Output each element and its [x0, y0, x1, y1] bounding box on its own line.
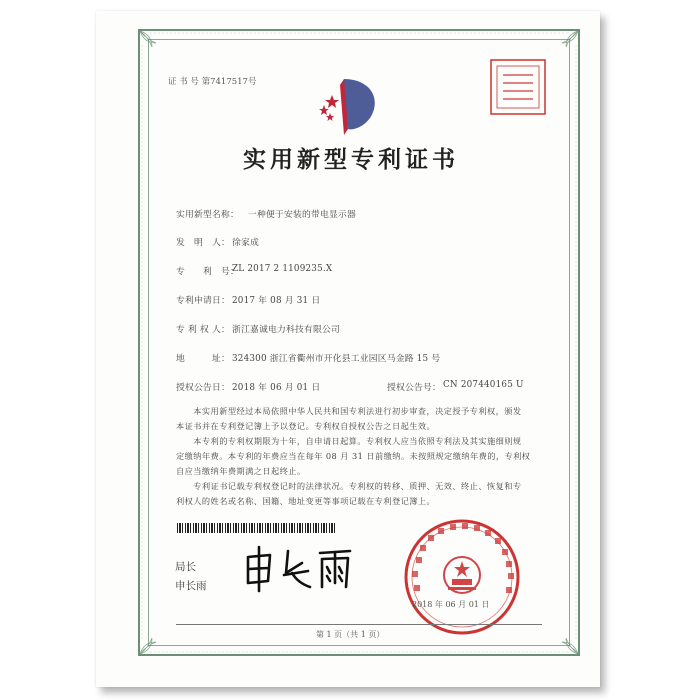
utility-model-name-label: 实用新型名称：	[176, 210, 239, 220]
barcode	[177, 523, 337, 533]
body-line: 本实用新型经过本局依照中华人民共和国专利法进行初步审查，决定授予专利权，颁发	[176, 406, 522, 416]
body-line: 本专利的专利权期限为十年，自申请日起算。专利权人应当依照专利法及其实施细则规	[176, 436, 522, 446]
stamp-date: 2018 年 06 月 01 日	[412, 600, 490, 609]
grant-date-value: 2018 年 06 月 01 日	[232, 383, 321, 393]
body-line: 自应当缴纳年费期满之日起终止。	[176, 466, 306, 476]
footer-divider	[176, 624, 542, 625]
certificate-title: 实用新型专利证书	[243, 146, 459, 173]
handwritten-signature	[238, 543, 356, 595]
filing-date-label: 专利申请日：	[176, 296, 230, 306]
inventor-value: 徐家成	[232, 238, 259, 248]
certificate-number: 证 书 号 第7417517号	[168, 77, 257, 87]
grant-date-label: 授权公告日：	[176, 383, 230, 393]
signature-role: 局长	[175, 561, 196, 573]
patent-office-logo	[314, 71, 382, 139]
body-line: 定缴纳年费。本专利的年费应当在每年 08 月 31 日前缴纳。未按照规定缴纳年费的，专利权	[176, 451, 531, 461]
patentee-label: 专 利 权 人：	[176, 325, 230, 335]
grant-number-value: CN 207440165 U	[443, 380, 524, 390]
inventor-label: 发 明 人：	[176, 238, 230, 248]
patentee-value: 浙江嘉诚电力科技有限公司	[232, 325, 340, 335]
agency-seal	[489, 58, 547, 116]
page-footer: 第 1 页（共 1 页）	[316, 630, 385, 639]
patent-number-value: ZL 2017 2 1109235.X	[232, 264, 333, 274]
body-line: 专利证书记载专利权登记时的法律状况。专利权的转移、质押、无效、终止、恢复和专	[176, 481, 522, 491]
patent-number-label: 专 利 号：	[176, 267, 239, 277]
utility-model-name-value: 一种便于安装的带电显示器	[248, 210, 356, 220]
official-seal	[402, 517, 522, 637]
address-label: 地 址：	[176, 354, 230, 364]
address-value: 324300 浙江省衢州市开化县工业园区马金路 15 号	[232, 354, 441, 364]
body-line: 本证书并在专利登记簿上予以登记。专利权自授权公告之日起生效。	[176, 421, 436, 431]
body-line: 利权人的姓名或名称、国籍、地址变更等事项记载在专利登记簿上。	[176, 496, 436, 506]
filing-date-value: 2017 年 08 月 31 日	[232, 296, 321, 306]
grant-number-label: 授权公告号：	[387, 383, 441, 393]
signature-name: 申长雨	[175, 580, 207, 592]
